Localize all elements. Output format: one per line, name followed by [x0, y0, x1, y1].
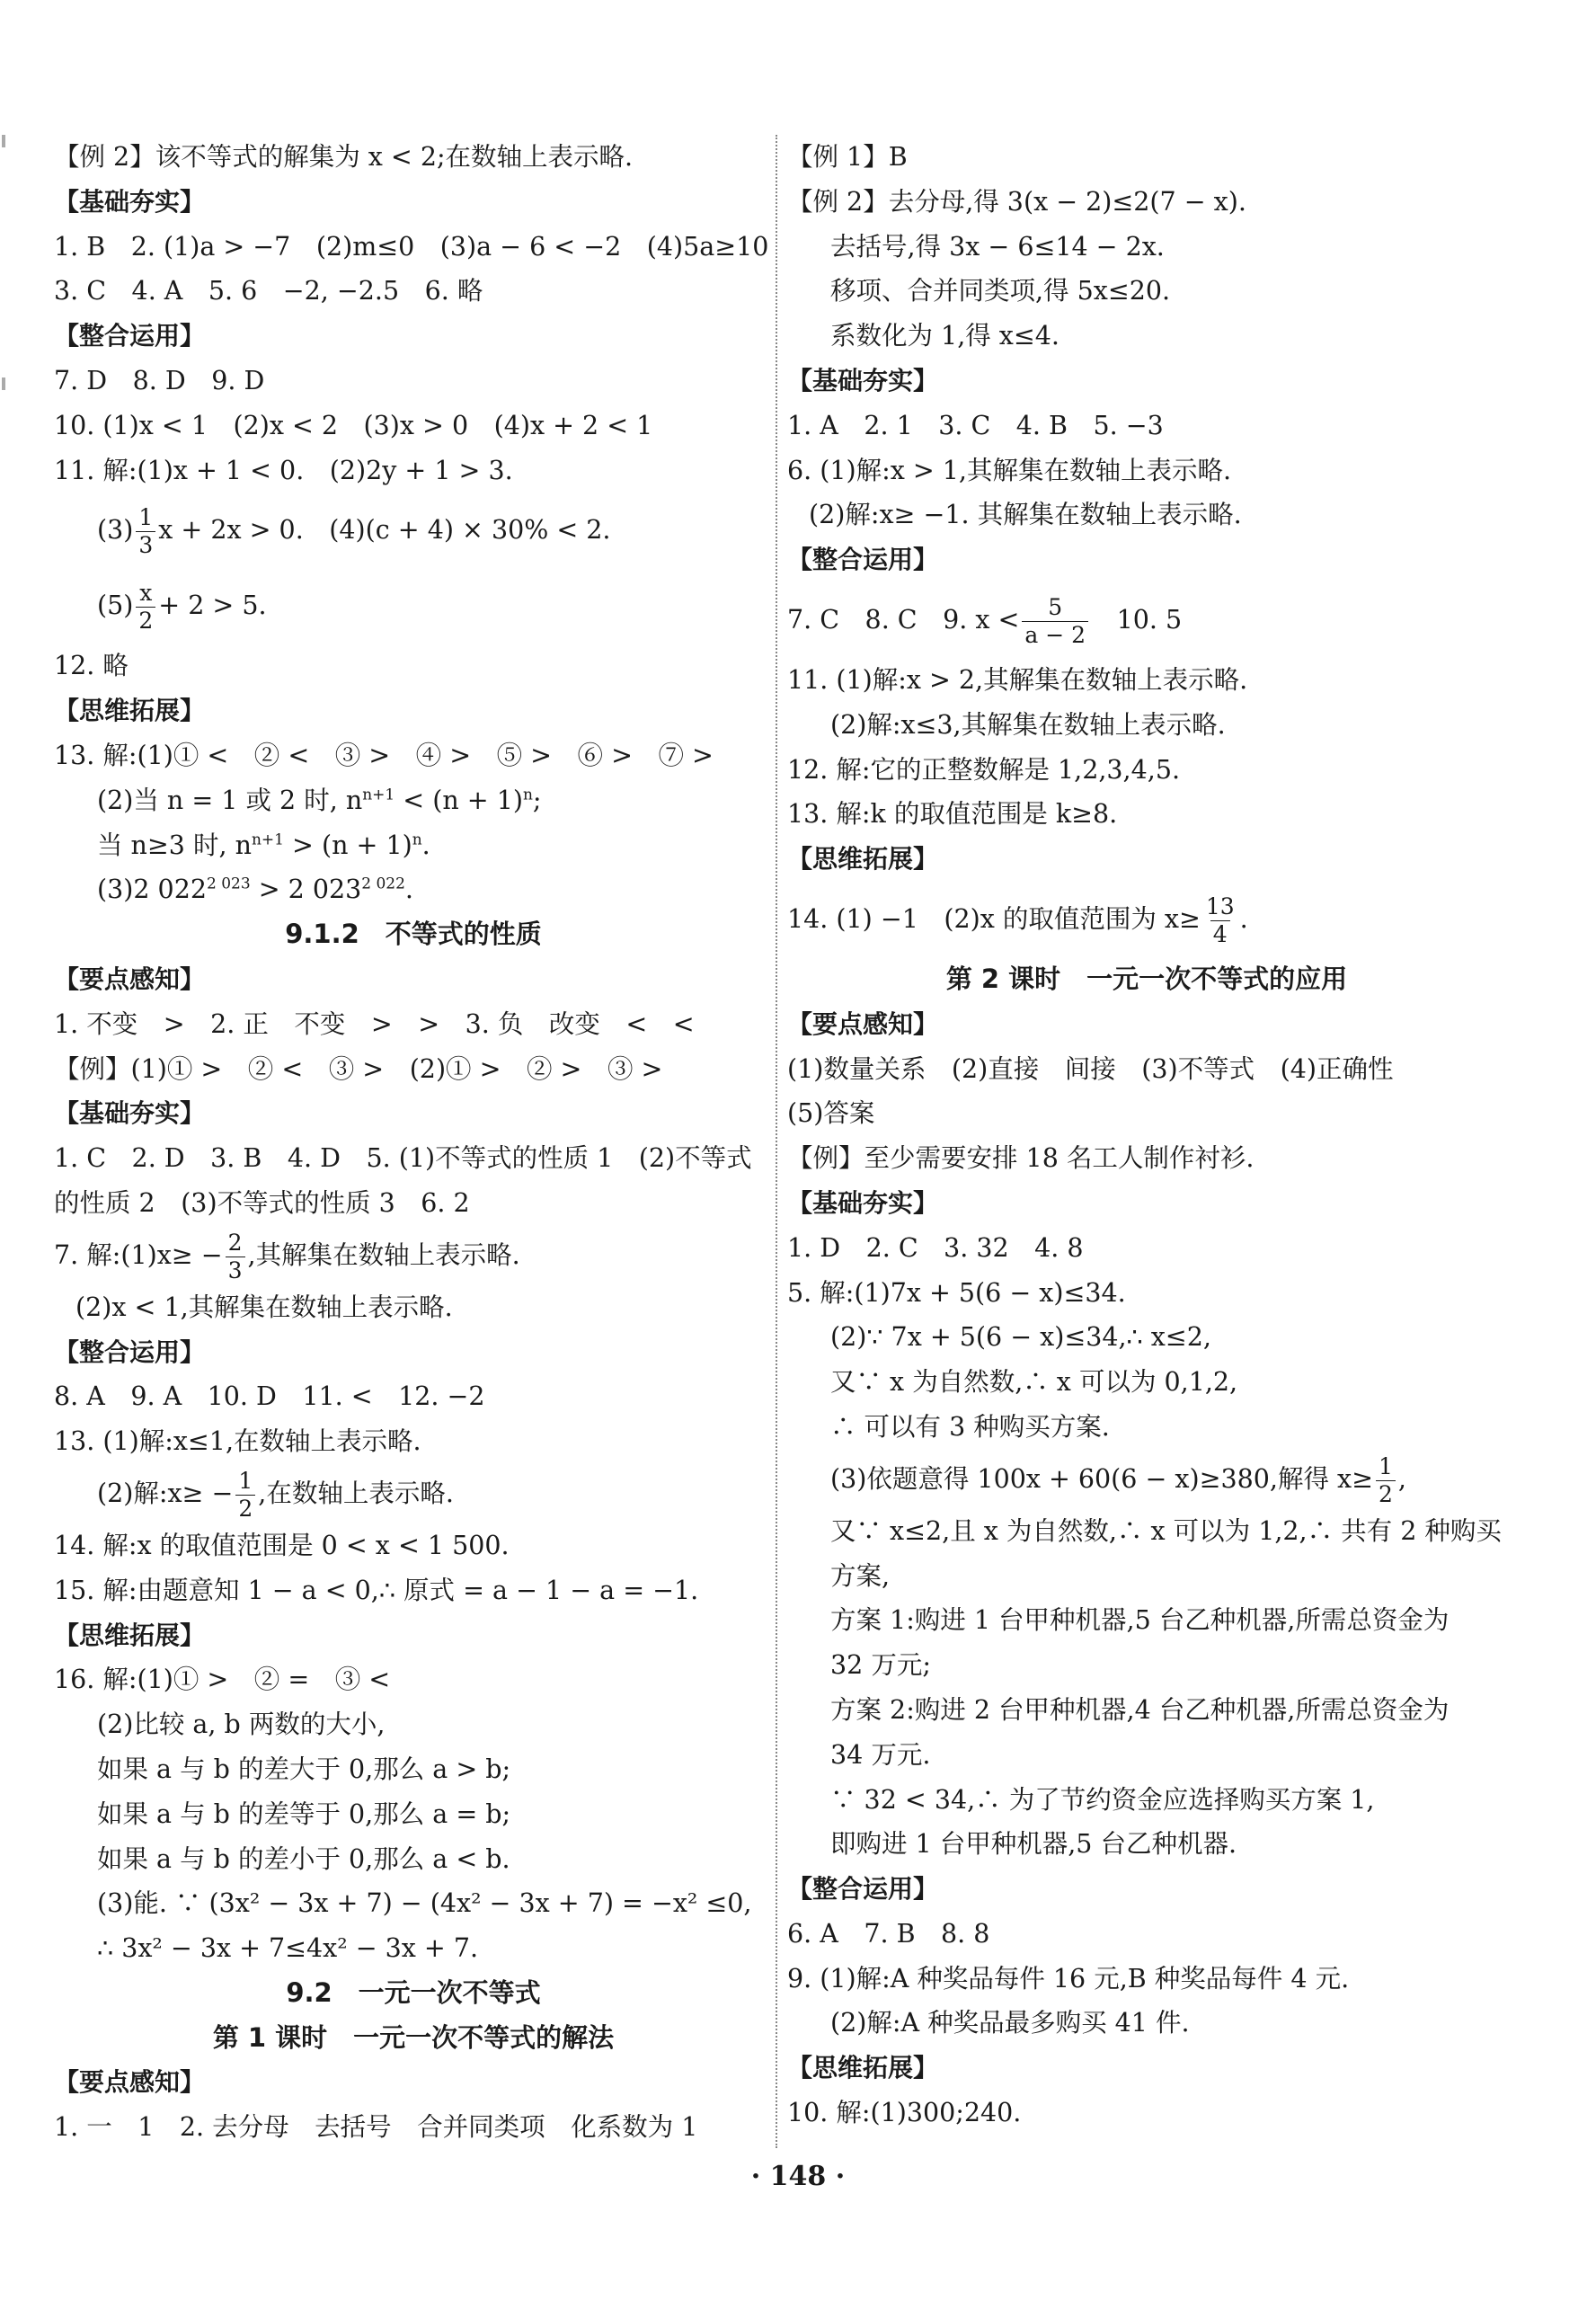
- fraction-denominator: 2: [136, 607, 155, 635]
- fraction-numerator: 5: [1048, 593, 1063, 620]
- section-heading: 【整合运用】: [787, 1874, 939, 1905]
- column-divider: [776, 135, 777, 2148]
- text-segment: (3)依题意得 100x + 60(6 − x)≥380,解得 x≥: [830, 1463, 1373, 1494]
- text-segment: x + 2x > 0. (4)(c + 4) × 30% < 2.: [158, 515, 611, 546]
- superscript: 2 022: [361, 875, 405, 893]
- fraction: [136, 504, 155, 559]
- text-segment: > 2 023: [250, 875, 362, 905]
- text-segment: (2)解:x≥ −: [97, 1478, 234, 1508]
- answer-line: 12. 略: [54, 651, 129, 681]
- answer-line: (3)能. ∵ (3x² − 3x + 7) − (4x² − 3x + 7) = −x² ≤0,: [97, 1888, 752, 1919]
- text-segment: 7. 解:(1)x≥ −: [54, 1239, 223, 1270]
- answer-line: 14. 解:x 的取值范围是 0 < x < 1 500.: [54, 1530, 510, 1560]
- fraction-denominator: 4: [1210, 920, 1230, 948]
- answer-line: 3. C 4. A 5. 6 −2, −2.5 6. 略: [54, 276, 483, 306]
- answer-line: (5)答案: [787, 1098, 875, 1129]
- text-segment: (5): [97, 591, 134, 621]
- section-heading: 【整合运用】: [54, 1336, 206, 1367]
- answer-line: (2)∵ 7x + 5(6 − x)≤34,∴ x≤2,: [830, 1322, 1211, 1353]
- answer-line: 1. A 2. 1 3. C 4. B 5. −3: [787, 410, 1164, 440]
- answer-line: ∵ 32 < 34,∴ 为了节约资金应选择购买方案 1,: [830, 1784, 1375, 1815]
- answer-line: 1. D 2. C 3. 32 4. 8: [787, 1232, 1084, 1263]
- answer-line: 13. 解:(1)① < ② < ③ > ④ > ⑤ > ⑥ > ⑦ >: [54, 740, 714, 770]
- text-segment: > (n + 1): [283, 830, 412, 860]
- text-segment: .: [421, 830, 430, 860]
- fraction-numerator: 1: [238, 1467, 253, 1494]
- page-number: · 148 ·: [750, 2161, 846, 2192]
- text-segment: .: [404, 875, 413, 905]
- left-column: [54, 135, 773, 2150]
- answer-line: 8. A 9. A 10. D 11. < 12. −2: [54, 1381, 485, 1412]
- right-column: [787, 135, 1506, 2136]
- answer-line: 1. B 2. (1)a > −7 (2)m≤0 (3)a − 6 < −2 (4)5a≥10: [54, 231, 769, 262]
- answer-line: 13. 解:k 的取值范围是 k≥8.: [787, 799, 1118, 830]
- answer-line: 15. 解:由题意知 1 − a < 0,∴ 原式 = a − 1 − a = −1.: [54, 1575, 699, 1605]
- answer-line: (2)解:x≥ −1. 其解集在数轴上表示略.: [809, 500, 1242, 530]
- answer-line: 【例 2】去分母,得 3(x − 2)≤2(7 − x).: [787, 186, 1246, 217]
- answer-line: 系数化为 1,得 x≤4.: [830, 321, 1060, 351]
- fraction: [1376, 1453, 1396, 1508]
- superscript: n+1: [251, 830, 284, 849]
- section-heading: 【思维拓展】: [787, 844, 939, 875]
- answer-line: 【例 1】B: [787, 142, 908, 172]
- section-heading: 【整合运用】: [787, 545, 939, 575]
- text-segment: ;: [532, 785, 542, 815]
- answer-line: (2)比较 a, b 两数的大小,: [97, 1709, 386, 1740]
- answer-line: (2)解:x≤3,其解集在数轴上表示略.: [830, 709, 1226, 740]
- answer-line: [54, 778, 773, 823]
- answer-line: 方案 1:购进 1 台甲种机器,5 台乙种机器,所需总资金为: [830, 1605, 1450, 1636]
- fraction-numerator: x: [139, 580, 153, 607]
- answer-line: 7. D 8. D 9. D: [54, 365, 265, 395]
- fraction-denominator: 2: [235, 1495, 255, 1523]
- answer-line: 的性质 2 (3)不等式的性质 3 6. 2: [54, 1187, 470, 1218]
- fraction: [136, 580, 155, 635]
- section-heading: 【整合运用】: [54, 321, 206, 351]
- text-segment: 当 n≥3 时, n: [97, 830, 252, 860]
- text-segment: (3)2 022: [97, 875, 207, 905]
- answer-line: 【例】至少需要安排 18 名工人制作衬衫.: [787, 1143, 1255, 1174]
- answer-line: [54, 568, 773, 644]
- answer-line: 1. C 2. D 3. B 4. D 5. (1)不等式的性质 1 (2)不等式: [54, 1143, 752, 1174]
- section-title: 9.1.2 不等式的性质: [285, 919, 542, 950]
- text-segment: < (n + 1): [395, 785, 523, 815]
- fraction: [1022, 594, 1088, 649]
- fraction-denominator: a − 2: [1022, 621, 1088, 649]
- fraction-numerator: 2: [227, 1229, 243, 1256]
- answer-line: 即购进 1 台甲种机器,5 台乙种机器.: [830, 1829, 1237, 1860]
- answer-line: 11. 解:(1)x + 1 < 0. (2)2y + 1 > 3.: [54, 455, 513, 485]
- fraction-denominator: 3: [136, 531, 155, 559]
- answer-line: 6. A 7. B 8. 8: [787, 1918, 990, 1949]
- answer-line: 如果 a 与 b 的差等于 0,那么 a = b;: [97, 1798, 511, 1829]
- answer-line: [54, 1226, 773, 1285]
- section-heading: 【基础夯实】: [787, 1187, 939, 1218]
- superscript: n+1: [362, 786, 395, 804]
- section-heading: 【基础夯实】: [787, 365, 939, 395]
- answer-line: 又∵ x 为自然数,∴ x 可以为 0,1,2,: [830, 1367, 1238, 1398]
- answer-line: [787, 1450, 1506, 1509]
- superscript: 2 023: [206, 875, 251, 893]
- section-heading: 【思维拓展】: [54, 696, 206, 726]
- answer-line: 又∵ x≤2,且 x 为自然数,∴ x 可以为 1,2,∴ 共有 2 种购买: [830, 1515, 1502, 1546]
- edge-mark: [2, 377, 5, 390]
- answer-line: 去括号,得 3x − 6≤14 − 2x.: [830, 231, 1165, 262]
- answer-line: 12. 解:它的正整数解是 1,2,3,4,5.: [787, 754, 1181, 785]
- fraction-numerator: 13: [1205, 892, 1235, 919]
- section-heading: 【要点感知】: [787, 1008, 939, 1039]
- answer-line: 11. (1)解:x > 2,其解集在数轴上表示略.: [787, 664, 1248, 695]
- lesson-title: 第 2 课时 一元一次不等式的应用: [945, 963, 1348, 994]
- answer-line: [787, 582, 1506, 658]
- section-heading: 【基础夯实】: [54, 186, 206, 217]
- answer-line: 1. 一 1 2. 去分母 去括号 合并同类项 化系数为 1: [54, 2112, 698, 2143]
- text-segment: 14. (1) −1 (2)x 的取值范围为 x≥: [787, 903, 1201, 934]
- fraction: [226, 1230, 245, 1284]
- text-segment: .: [1239, 903, 1248, 934]
- answer-line: 34 万元.: [830, 1739, 931, 1770]
- answer-line: 1. 不变 > 2. 正 不变 > > 3. 负 改变 < <: [54, 1008, 695, 1039]
- answer-line: (2)解:A 种奖品最多购买 41 件.: [830, 2008, 1190, 2038]
- answer-line: 方案,: [830, 1560, 891, 1591]
- answer-line: 移项、合并同类项,得 5x≤20.: [830, 276, 1171, 306]
- fraction-denominator: 2: [1376, 1480, 1396, 1508]
- answer-line: [54, 867, 773, 912]
- answer-line: 13. (1)解:x≤1,在数轴上表示略.: [54, 1426, 421, 1457]
- answer-line: [54, 1464, 773, 1523]
- answer-line: 32 万元;: [830, 1650, 931, 1681]
- superscript: n: [522, 786, 533, 804]
- text-line: 【例 2】该不等式的解集为 x < 2;在数轴上表示略.: [54, 142, 634, 172]
- section-heading: 【思维拓展】: [54, 1620, 206, 1650]
- answer-line: 【例】(1)① > ② < ③ > (2)① > ② > ③ >: [54, 1053, 663, 1084]
- answer-line: [54, 823, 773, 868]
- answer-line: 16. 解:(1)① > ② = ③ <: [54, 1665, 391, 1695]
- text-segment: ,: [1397, 1463, 1406, 1494]
- edge-mark: [2, 135, 5, 147]
- answer-line: 如果 a 与 b 的差小于 0,那么 a < b.: [97, 1843, 510, 1874]
- fraction: [1203, 893, 1237, 948]
- answer-line: 9. (1)解:A 种奖品每件 16 元,B 种奖品每件 4 元.: [787, 1963, 1350, 1994]
- text-segment: ,其解集在数轴上表示略.: [247, 1239, 520, 1270]
- text-segment: (3): [97, 515, 134, 546]
- section-heading: 【思维拓展】: [787, 2053, 939, 2083]
- section-title: 9.2 一元一次不等式: [286, 1976, 541, 2008]
- answer-line: ∴ 可以有 3 种购买方案.: [830, 1411, 1110, 1442]
- answer-line: [54, 493, 773, 568]
- answer-line: 如果 a 与 b 的差大于 0,那么 a > b;: [97, 1754, 511, 1784]
- answer-line: 10. (1)x < 1 (2)x < 2 (3)x > 0 (4)x + 2 < 1: [54, 410, 653, 440]
- section-heading: 【要点感知】: [54, 2067, 206, 2098]
- answer-line: (1)数量关系 (2)直接 间接 (3)不等式 (4)正确性: [787, 1053, 1394, 1084]
- text-segment: (2)当 n = 1 或 2 时, n: [97, 785, 363, 815]
- text-segment: 10. 5: [1116, 604, 1183, 635]
- answer-line: 10. 解:(1)300;240.: [787, 2098, 1022, 2128]
- text-segment: + 2 > 5.: [158, 591, 267, 621]
- lesson-title: 第 1 课时 一元一次不等式的解法: [212, 2021, 615, 2053]
- section-heading: 【基础夯实】: [54, 1098, 206, 1129]
- answer-line: ∴ 3x² − 3x + 7≤4x² − 3x + 7.: [97, 1933, 479, 1964]
- superscript: n: [412, 830, 422, 849]
- answer-line: (2)x < 1,其解集在数轴上表示略.: [75, 1292, 453, 1322]
- text-segment: 7. C 8. C 9. x <: [787, 604, 1020, 635]
- fraction-numerator: 1: [138, 504, 154, 531]
- answer-line: 6. (1)解:x > 1,其解集在数轴上表示略.: [787, 455, 1232, 485]
- answer-line: 5. 解:(1)7x + 5(6 − x)≤34.: [787, 1277, 1126, 1308]
- fraction-denominator: 3: [226, 1257, 245, 1284]
- answer-line: [787, 882, 1506, 957]
- section-heading: 【要点感知】: [54, 964, 206, 994]
- fraction-numerator: 1: [1378, 1452, 1393, 1479]
- fraction: [235, 1468, 255, 1523]
- text-segment: ,在数轴上表示略.: [258, 1478, 454, 1508]
- answer-line: 方案 2:购进 2 台甲种机器,4 台乙种机器,所需总资金为: [830, 1694, 1450, 1725]
